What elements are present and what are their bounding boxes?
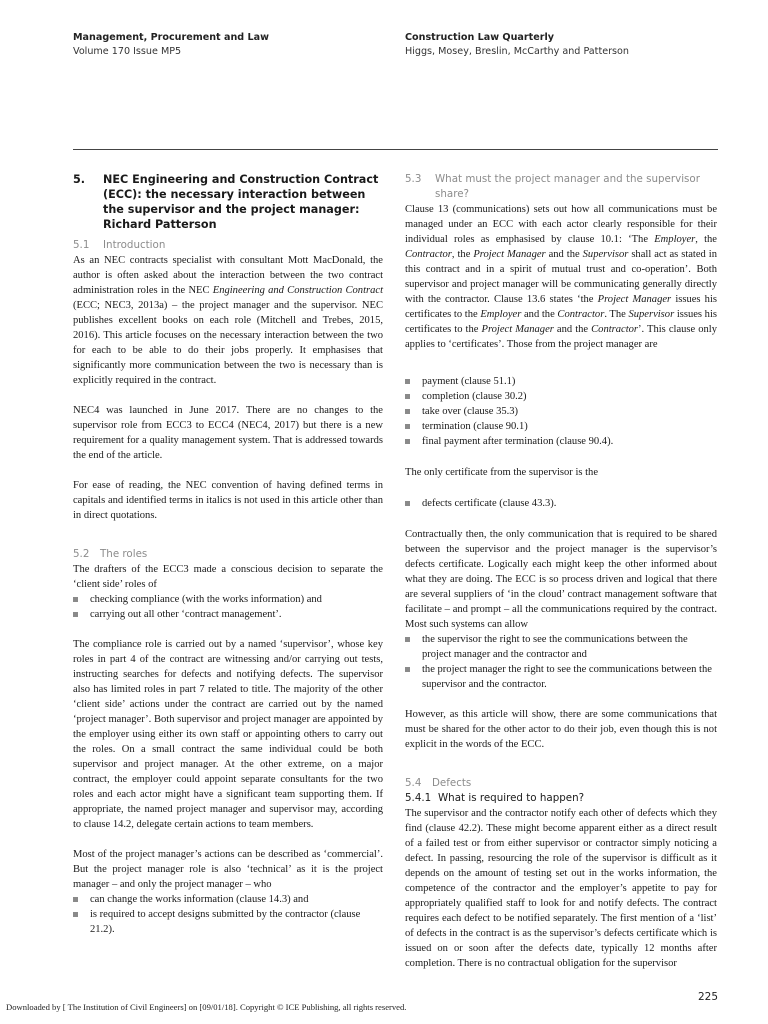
list-item: defects certificate (clause 43.3).	[405, 496, 717, 511]
list-item: carrying out all other ‘contract management’.	[73, 607, 383, 622]
subsection-title: Introduction	[103, 239, 166, 251]
authors: Higgs, Mosey, Breslin, McCarthy and Patterson	[405, 46, 630, 57]
running-header-right	[405, 31, 629, 59]
right-column	[405, 172, 717, 971]
subsection-number: 5.4	[405, 777, 422, 789]
subsubsection-title: What is required to happen?	[438, 792, 585, 804]
paragraph: However, as this article will show, there are some communications that must be shared for the other actor to do their job, even though this is not explicit in the words of the ECC.	[405, 709, 717, 750]
list-item: the supervisor the right to see the communications between the project manager and the contractor and	[405, 632, 717, 662]
section-number: 5.	[73, 173, 86, 186]
list-item: termination (clause 90.1)	[405, 419, 717, 434]
bullet-list	[73, 592, 383, 622]
section-title: NEC Engineering and Construction Contract (ECC): the necessary interaction between the supervisor and the project manager: Richard Patterson	[103, 173, 379, 231]
subsection-5-2-heading	[73, 547, 383, 562]
list-item: take over (clause 35.3)	[405, 404, 717, 419]
running-header-left	[73, 31, 269, 59]
paragraph: The supervisor and the contractor notify each other of defects which they find (clause 42.2). These might become apparent either as a direct result of a failed test or from either supervisor or contractor simply noticing a defect. In passing, resourcing the role of the supervisor is difficult as it depends on the amount of testing set out in the works information, the competence of the contractor and the employer’s appetite to pay for appropriately qualified staff to look for and notify defects. The contract requires each defect to be notified separately. The first mention of a ‘list’ of defects in the contract is as the supervisor’s defects certificate which is issued on or soon after the defects date, typically 12 months after completion. There is no contractual obligation for the supervisor	[405, 808, 717, 969]
section-5-heading	[73, 172, 383, 232]
list-item: completion (clause 30.2)	[405, 389, 717, 404]
paragraph: As an NEC contracts specialist with consultant Mott MacDonald, the author is often asked about the interaction between the two contract administration roles in the NEC Engineering and Construction Contract (ECC; NEC3, 2013a) – the project manager and the supervisor. NEC publishes excellent books on each role (Mitchell and Trebes, 2015, 2016). This article focuses on the necessary interaction between the two for each to be able to do their jobs properly. It emphasises that significantly more communication between the two is necessary than is explicitly required in the contract.	[73, 255, 383, 386]
download-footer: Downloaded by [ The Institution of Civil Engineers] on [09/01/18]. Copyright © ICE Publishing, all rights reserved.	[6, 1002, 407, 1012]
subsubsection-number: 5.4.1	[405, 792, 432, 804]
subsection-title: What must the project manager and the supervisor share?	[435, 173, 700, 200]
paragraph: Clause 13 (communications) sets out how all communications must be managed under an ECC with each actor clearly responsible for their individual roles as emphasised by clause 10.1: ‘The Employer, the Contractor, the Project Manager and the Supervisor shall act as stated in this contract and in a spirit of mutual trust and co-operation’. Both supervisor and project manager will be communicating generally directly with the contractor. Clause 13.6 states ‘the Project Manager issues his certificates to the Employer and the Contractor. The Supervisor issues his certificates to the Project Manager and the Contractor’. This clause only applies to ‘certificates’. Those from the project manager are	[405, 204, 717, 350]
bullet-list	[405, 374, 717, 449]
list-item: can change the works information (clause 14.3) and	[73, 892, 383, 907]
subsection-number: 5.3	[405, 173, 422, 185]
subsection-title: Defects	[432, 777, 472, 789]
list-item: final payment after termination (clause 90.4).	[405, 434, 717, 449]
subsection-5-3-heading	[405, 172, 717, 202]
subsubsection-5-4-1-heading	[405, 791, 717, 806]
page-number: 225	[697, 991, 718, 1003]
list-item: the project manager the right to see the communications between the supervisor and the contractor.	[405, 662, 717, 692]
paragraph: The compliance role is carried out by a named ‘supervisor’, whose key roles in part 4 of the contract are witnessing and/or carrying out tests, instructing searches for defects and notifying defects. The supervisor also has limited roles in part 7 related to title. The majority of the other ‘client side’ actions under the contract are carried out by the named ‘project manager’. Both supervisor and project manager are appointed by the employer using either its own staff or appointing others to carry out the roles. On a small contract the same individual could be both supervisor and project manager. At the other extreme, on a major contract, the employer could appoint separate consultants for the two roles and each actor might have a significant team supporting them. If appropriate, the named project manager and supervisor may, according to clause 14.2, delegate certain actions to team members.	[73, 639, 383, 830]
subsection-number: 5.2	[73, 548, 90, 560]
subsection-5-4-heading	[405, 776, 717, 791]
bullet-list	[405, 496, 717, 511]
subsection-title: The roles	[100, 548, 148, 560]
list-item: is required to accept designs submitted by the contractor (clause 21.2).	[73, 907, 383, 937]
bullet-list	[405, 632, 717, 692]
paragraph: The only certificate from the supervisor is the	[405, 467, 599, 478]
paragraph: For ease of reading, the NEC convention of having defined terms in capitals and identified terms in italics is not used in this article other than in direct quotations.	[73, 480, 383, 521]
left-column	[73, 172, 383, 937]
paragraph: NEC4 was launched in June 2017. There are no changes to the supervisor role from ECC3 to ECC4 (NEC4, 2017) but there is a new requirement for a quality management system. That is addressed towards the end of the article.	[73, 405, 383, 461]
paragraph: The drafters of the ECC3 made a conscious decision to separate the ‘client side’ roles of	[73, 564, 383, 590]
column-title: Construction Law Quarterly	[405, 32, 554, 43]
volume-issue: Volume 170 Issue MP5	[73, 46, 182, 57]
bullet-list	[73, 892, 383, 937]
subsection-5-1-heading	[73, 238, 383, 253]
header-rule	[73, 149, 718, 150]
journal-section-title: Management, Procurement and Law	[73, 32, 269, 43]
paragraph: Contractually then, the only communication that is required to be shared between the supervisor and the project manager is the supervisor’s defects certificate. Logically each might keep the other informed about what they are doing. The ECC is so process driven and logical that there are several suppliers of ‘in the cloud’ contract management software that facilitate – and prompt – all the communications required by the contract. Most such systems can allow	[405, 529, 717, 630]
list-item: checking compliance (with the works information) and	[73, 592, 383, 607]
list-item: payment (clause 51.1)	[405, 374, 717, 389]
paragraph: Most of the project manager’s actions can be described as ‘commercial’. But the project manager role is also ‘technical’ as it is the project manager – and only the project manager – who	[73, 849, 383, 890]
subsection-number: 5.1	[73, 239, 90, 251]
